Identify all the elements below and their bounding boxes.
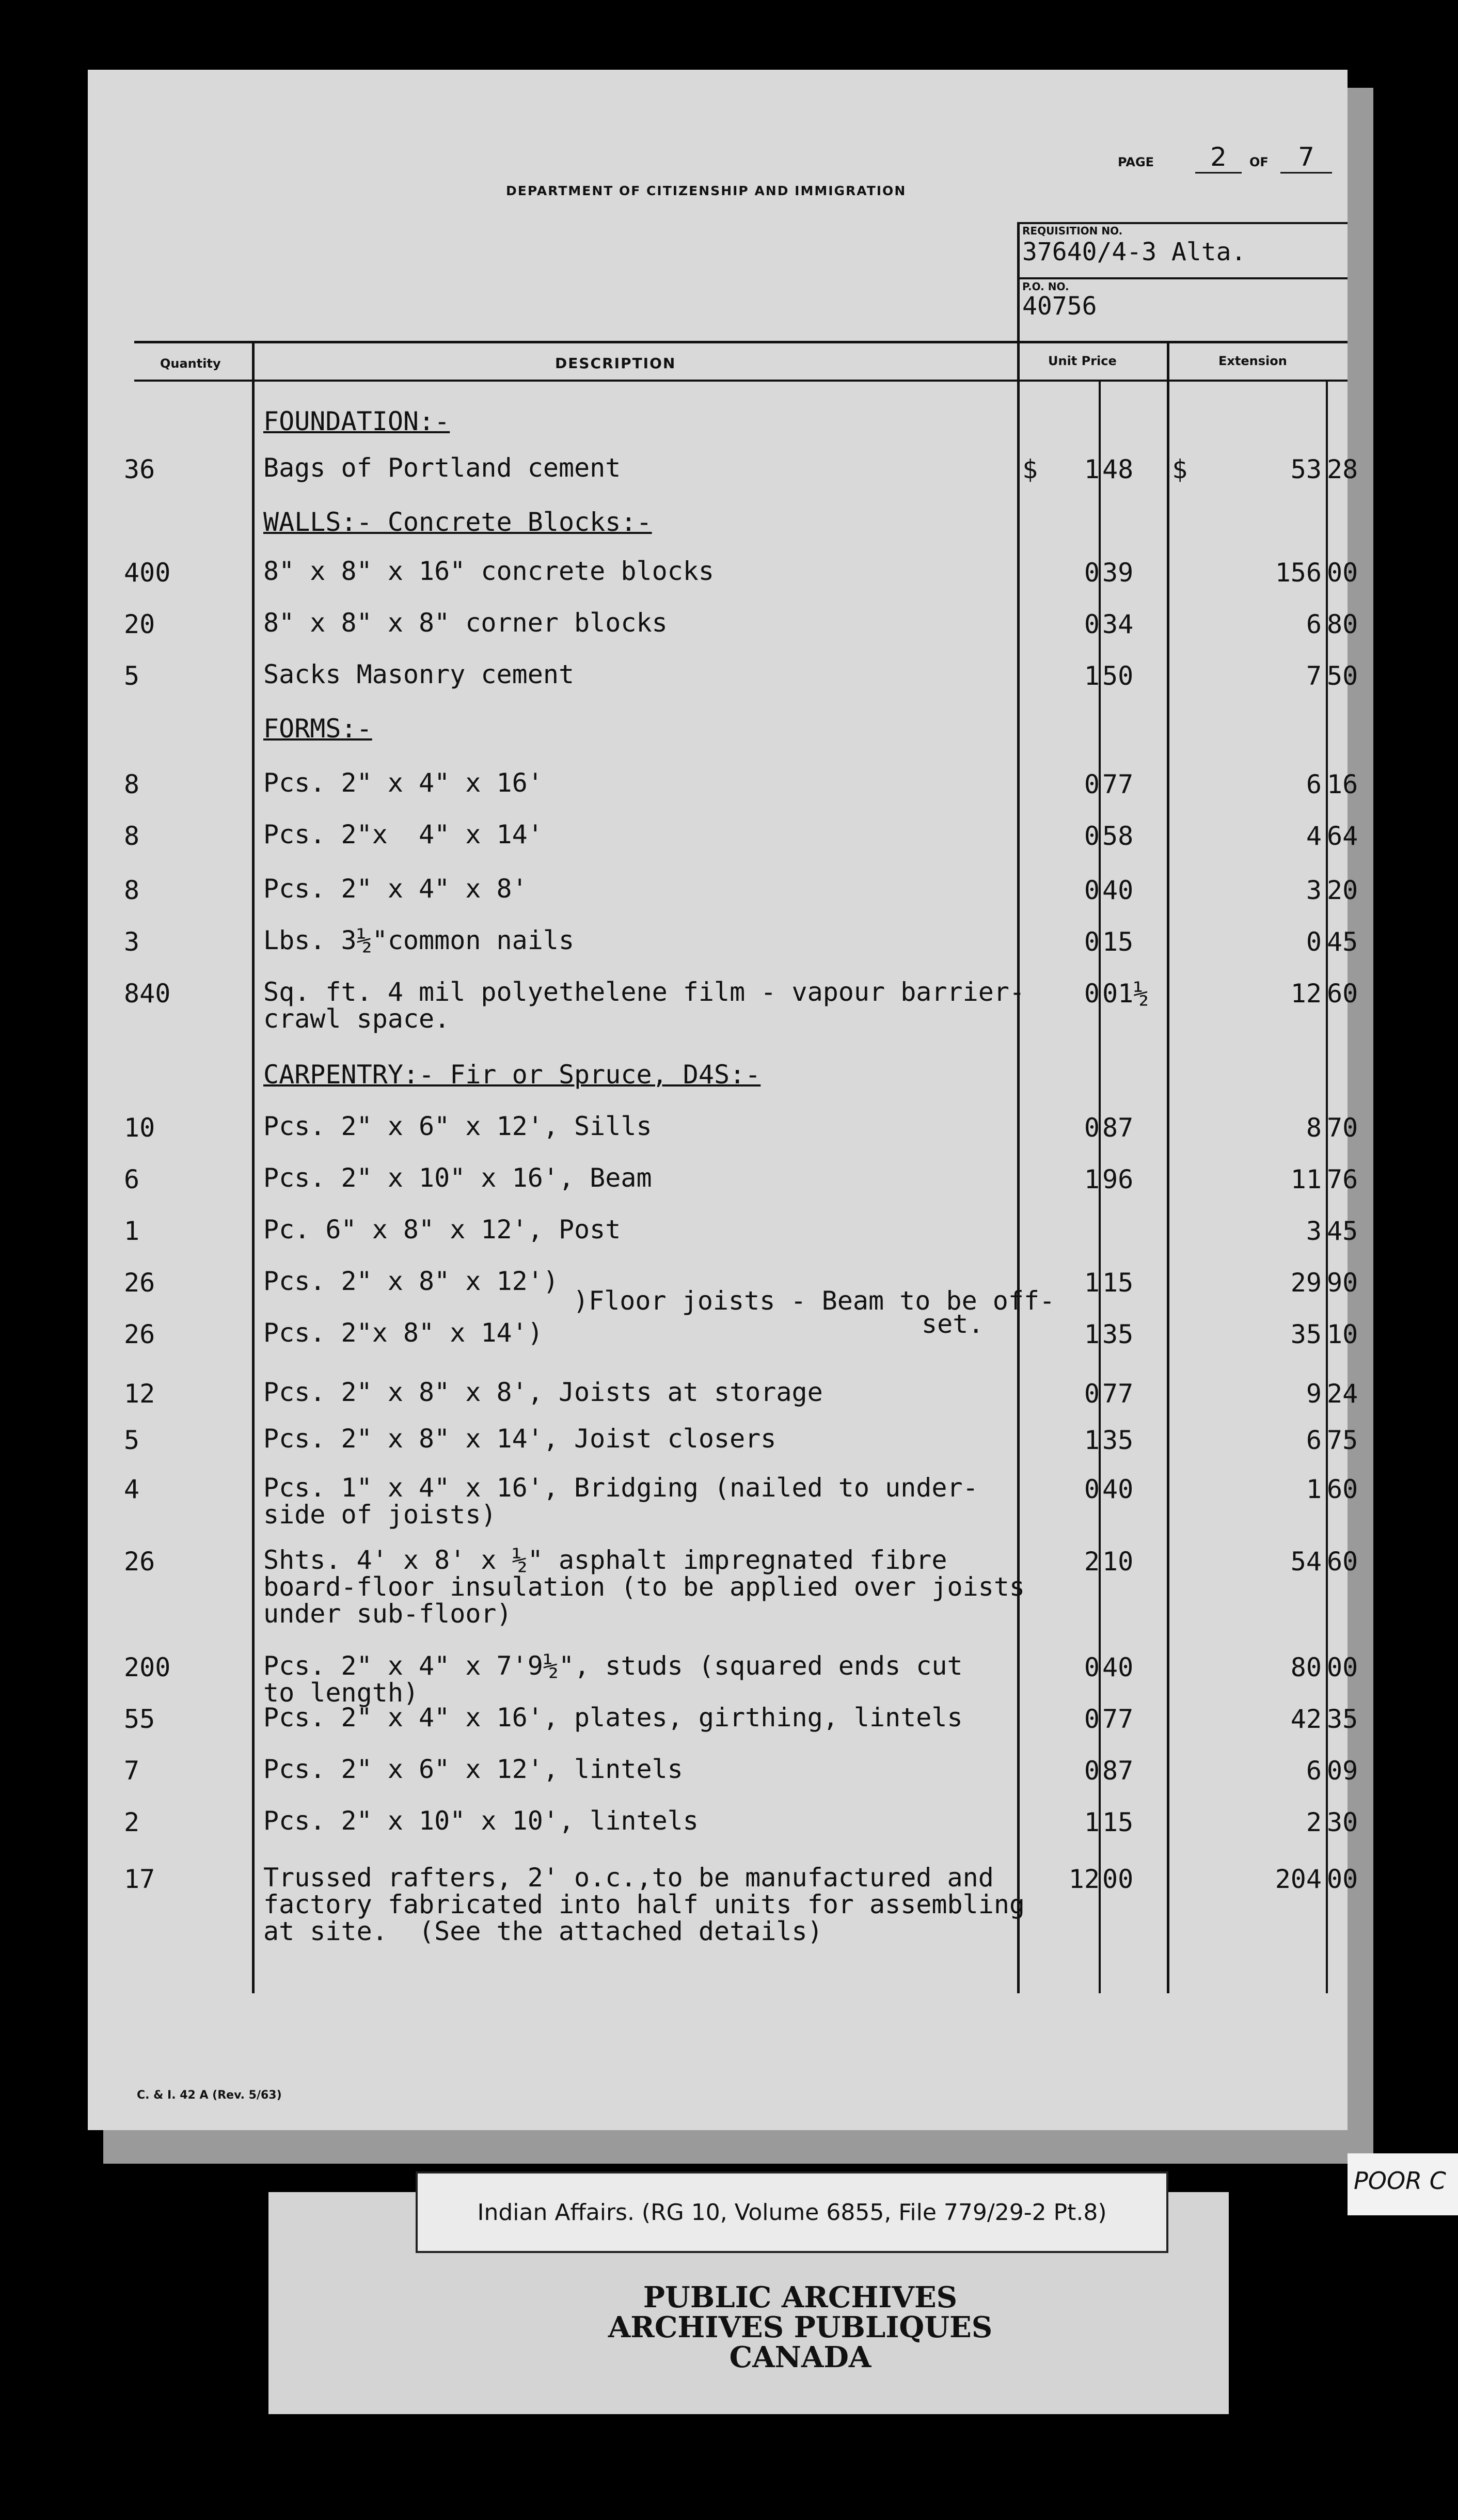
archive-reference: Indian Affairs. (RG 10, Volume 6855, File 779/29-2 Pt.8): [416, 2171, 1168, 2253]
item-description: Pcs. 2" x 6" x 12', Sills: [263, 1111, 652, 1141]
item-quantity: 4: [124, 1474, 140, 1504]
page-of-label: OF: [1249, 155, 1269, 169]
item-quantity: 200: [124, 1652, 171, 1682]
item-description: Pcs. 1" x 4" x 16', Bridging (nailed to under- side of joists): [263, 1473, 978, 1530]
extension-cents: 24: [1327, 1379, 1358, 1409]
unit-price-dollars: 1: [1084, 1268, 1100, 1298]
unit-price-cents: 00: [1102, 1864, 1134, 1894]
unit-price-cents: 40: [1102, 875, 1134, 905]
item-quantity: 2: [124, 1807, 140, 1837]
unit-price-cents: 15: [1102, 1807, 1134, 1837]
extension-cents: 00: [1327, 1652, 1358, 1682]
extension-dollars: 8: [1306, 1113, 1322, 1143]
item-description: Pcs. 2" x 8" x 12'): [263, 1266, 559, 1296]
col-unit-price: Unit Price: [1048, 354, 1117, 368]
item-quantity: 20: [124, 609, 155, 639]
unit-price-cents: 48: [1102, 454, 1134, 484]
item-quantity: 26: [124, 1268, 155, 1298]
unit-price-dollars: 0: [1084, 558, 1100, 588]
item-quantity: 5: [124, 661, 140, 691]
item-description: Pcs. 2" x 8" x 14', Joist closers: [263, 1424, 776, 1454]
item-description: Pcs. 2" x 8" x 8', Joists at storage: [263, 1377, 823, 1407]
unit-price-cents: 87: [1102, 1113, 1134, 1143]
unit-price-cents: 15: [1102, 1268, 1134, 1298]
extension-dollars: 156: [1275, 558, 1322, 588]
unit-price-dollars: 0: [1084, 1474, 1100, 1504]
item-description: Trussed rafters, 2' o.c.,to be manufactured and factory fabricated into half units for assembling at site. (See the attached details): [263, 1863, 1025, 1946]
item-description: Shts. 4' x 8' x ½" asphalt impregnated fibre board-floor insulation (to be applied over joists under sub-floor): [263, 1545, 1025, 1629]
unit-price-dollars: 0: [1084, 821, 1100, 851]
unit-price-dollars: 1: [1084, 661, 1100, 691]
unit-price-dollars: 0: [1084, 769, 1100, 799]
unit-price-cents: 40: [1102, 1652, 1134, 1682]
extension-cents: 09: [1327, 1756, 1358, 1786]
item-description: Pc. 6" x 8" x 12', Post: [263, 1215, 621, 1245]
unit-price-cents: 50: [1102, 661, 1134, 691]
item-description: Pcs. 2" x 4" x 7'9½", studs (squared ends cut to length): [263, 1651, 963, 1708]
item-description: WALLS:- Concrete Blocks:-: [263, 507, 652, 537]
item-quantity: 840: [124, 979, 171, 1009]
extension-dollars: 6: [1306, 769, 1322, 799]
item-quantity: 7: [124, 1756, 140, 1786]
extension-cents: 60: [1327, 979, 1358, 1009]
unit-price-dollars: 1: [1084, 1425, 1100, 1455]
extension-cents: 10: [1327, 1319, 1358, 1349]
item-description: Sacks Masonry cement: [263, 659, 575, 689]
item-description: CARPENTRY:- Fir or Spruce, D4S:-: [263, 1060, 761, 1090]
extension-dollars: 6: [1306, 609, 1322, 639]
extension-cents: 00: [1327, 1864, 1358, 1894]
unit-price-cents: 87: [1102, 1756, 1134, 1786]
extension-dollars: 53: [1290, 454, 1322, 484]
unit-price-cents: 39: [1102, 558, 1134, 588]
unit-price-cents: 77: [1102, 769, 1134, 799]
unit-price-dollars: 1: [1084, 1807, 1100, 1837]
item-quantity: 26: [124, 1547, 155, 1577]
item-quantity: 6: [124, 1164, 140, 1194]
extension-dollars: 1: [1306, 1474, 1322, 1504]
item-quantity: 1: [124, 1216, 140, 1246]
requisition-value: 37640/4-3 Alta.: [1022, 238, 1246, 266]
item-quantity: 8: [124, 821, 140, 851]
item-quantity: 400: [124, 558, 171, 588]
extension-cents: 00: [1327, 558, 1358, 588]
extension-cents: 45: [1327, 927, 1358, 957]
page-label: PAGE: [1118, 155, 1154, 169]
item-description: Pcs. 2" x 10" x 10', lintels: [263, 1806, 699, 1836]
item-description: Sq. ft. 4 mil polyethelene film - vapour barrier- crawl space.: [263, 977, 1025, 1034]
unit-price-dollars: 0: [1084, 1756, 1100, 1786]
extension-dollar-sign: $: [1172, 454, 1188, 484]
item-description: 8" x 8" x 8" corner blocks: [263, 608, 668, 638]
unit-price-cents: 10: [1102, 1547, 1134, 1577]
extension-cents: 35: [1327, 1704, 1358, 1734]
item-quantity: 8: [124, 769, 140, 799]
unit-price-cents: 40: [1102, 1474, 1134, 1504]
item-quantity: 5: [124, 1425, 140, 1455]
page-total: 7: [1280, 142, 1332, 174]
extension-dollars: 4: [1306, 821, 1322, 851]
extension-cents: 64: [1327, 821, 1358, 851]
extension-dollars: 3: [1306, 1216, 1322, 1246]
unit-price-cents: 35: [1102, 1319, 1134, 1349]
unit-price-cents: 15: [1102, 927, 1134, 957]
item-description: FORMS:-: [263, 714, 372, 744]
extension-cents: 90: [1327, 1268, 1358, 1298]
po-label: P.O. NO.: [1022, 280, 1069, 293]
col-description: DESCRIPTION: [555, 355, 676, 372]
extension-cents: 60: [1327, 1474, 1358, 1504]
extension-dollars: 204: [1275, 1864, 1322, 1894]
item-quantity: 17: [124, 1864, 155, 1894]
poor-copy-label: POOR C: [1348, 2153, 1458, 2215]
unit-price-dollar-sign: $: [1022, 454, 1038, 484]
unit-price-cents: 77: [1102, 1379, 1134, 1409]
item-quantity: 8: [124, 875, 140, 905]
unit-price-dollars: 2: [1084, 1547, 1100, 1577]
extension-dollars: 54: [1290, 1547, 1322, 1577]
unit-price-dollars: 1: [1084, 1319, 1100, 1349]
item-description: 8" x 8" x 16" concrete blocks: [263, 556, 714, 586]
requisition-label: REQUISITION NO.: [1022, 225, 1123, 237]
extension-dollars: 6: [1306, 1756, 1322, 1786]
unit-price-cents: 96: [1102, 1164, 1134, 1194]
item-description: Pcs. 2" x 4" x 16': [263, 768, 543, 798]
extension-cents: 80: [1327, 609, 1358, 639]
unit-price-dollars: 12: [1068, 1864, 1100, 1894]
unit-price-dollars: 0: [1084, 1652, 1100, 1682]
unit-price-dollars: 0: [1084, 1379, 1100, 1409]
extension-cents: 28: [1327, 454, 1358, 484]
extension-dollars: 11: [1290, 1164, 1322, 1194]
item-description: Bags of Portland cement: [263, 453, 621, 483]
col-extension: Extension: [1218, 354, 1287, 368]
item-quantity: 55: [124, 1704, 155, 1734]
unit-price-cents: 58: [1102, 821, 1134, 851]
archives-line-2: ARCHIVES PUBLIQUES: [608, 2310, 993, 2344]
page-number: 2: [1195, 142, 1242, 174]
form-code: C. & I. 42 A (Rev. 5/63): [137, 2089, 282, 2102]
extension-cents: 45: [1327, 1216, 1358, 1246]
item-description: Pcs. 2" x 10" x 16', Beam: [263, 1163, 652, 1193]
floor-joists-note: )Floor joists - Beam to be off-: [573, 1286, 1055, 1316]
extension-cents: 20: [1327, 875, 1358, 905]
unit-price-dollars: 0: [1084, 1113, 1100, 1143]
extension-cents: 75: [1327, 1425, 1358, 1455]
unit-price-cents: 34: [1102, 609, 1134, 639]
item-quantity: 36: [124, 454, 155, 484]
extension-cents: 50: [1327, 661, 1358, 691]
item-description: Pcs. 2"x 8" x 14'): [263, 1318, 543, 1348]
item-description: Pcs. 2" x 6" x 12', lintels: [263, 1754, 683, 1784]
po-value: 40756: [1022, 292, 1097, 321]
unit-price-cents: 01½: [1102, 979, 1149, 1009]
extension-dollars: 0: [1306, 927, 1322, 957]
extension-dollars: 12: [1290, 979, 1322, 1009]
extension-cents: 16: [1327, 769, 1358, 799]
item-quantity: 3: [124, 927, 140, 957]
item-description: Pcs. 2"x 4" x 14': [263, 820, 543, 849]
item-quantity: 10: [124, 1113, 155, 1143]
extension-dollars: 3: [1306, 875, 1322, 905]
archives-line-3: CANADA: [729, 2340, 871, 2374]
extension-cents: 70: [1327, 1113, 1358, 1143]
item-description: Pcs. 2" x 4" x 8': [263, 874, 528, 904]
extension-dollars: 29: [1290, 1268, 1322, 1298]
unit-price-dollars: 1: [1084, 454, 1100, 484]
unit-price-dollars: 0: [1084, 875, 1100, 905]
unit-price-dollars: 0: [1084, 1704, 1100, 1734]
extension-dollars: 42: [1290, 1704, 1322, 1734]
extension-dollars: 80: [1290, 1652, 1322, 1682]
floor-joists-note-2: set.: [922, 1309, 984, 1339]
extension-dollars: 35: [1290, 1319, 1322, 1349]
unit-price-cents: 77: [1102, 1704, 1134, 1734]
department-title: DEPARTMENT OF CITIZENSHIP AND IMMIGRATION: [506, 183, 907, 198]
item-description: Lbs. 3½"common nails: [263, 925, 575, 955]
item-quantity: 12: [124, 1379, 155, 1409]
archives-line-1: PUBLIC ARCHIVES: [643, 2280, 958, 2314]
unit-price-dollars: 1: [1084, 1164, 1100, 1194]
extension-cents: 76: [1327, 1164, 1358, 1194]
document-sheet: [88, 70, 1358, 2130]
unit-price-dollars: 0: [1084, 927, 1100, 957]
item-description: FOUNDATION:-: [263, 406, 450, 436]
col-quantity: Quantity: [160, 356, 221, 371]
extension-dollars: 9: [1306, 1379, 1322, 1409]
unit-price-dollars: 0: [1084, 609, 1100, 639]
extension-dollars: 7: [1306, 661, 1322, 691]
unit-price-dollars: 0: [1084, 979, 1100, 1009]
unit-price-cents: 35: [1102, 1425, 1134, 1455]
extension-cents: 60: [1327, 1547, 1358, 1577]
item-quantity: 26: [124, 1319, 155, 1349]
extension-dollars: 2: [1306, 1807, 1322, 1837]
extension-cents: 30: [1327, 1807, 1358, 1837]
extension-dollars: 6: [1306, 1425, 1322, 1455]
item-description: Pcs. 2" x 4" x 16', plates, girthing, lintels: [263, 1703, 963, 1732]
